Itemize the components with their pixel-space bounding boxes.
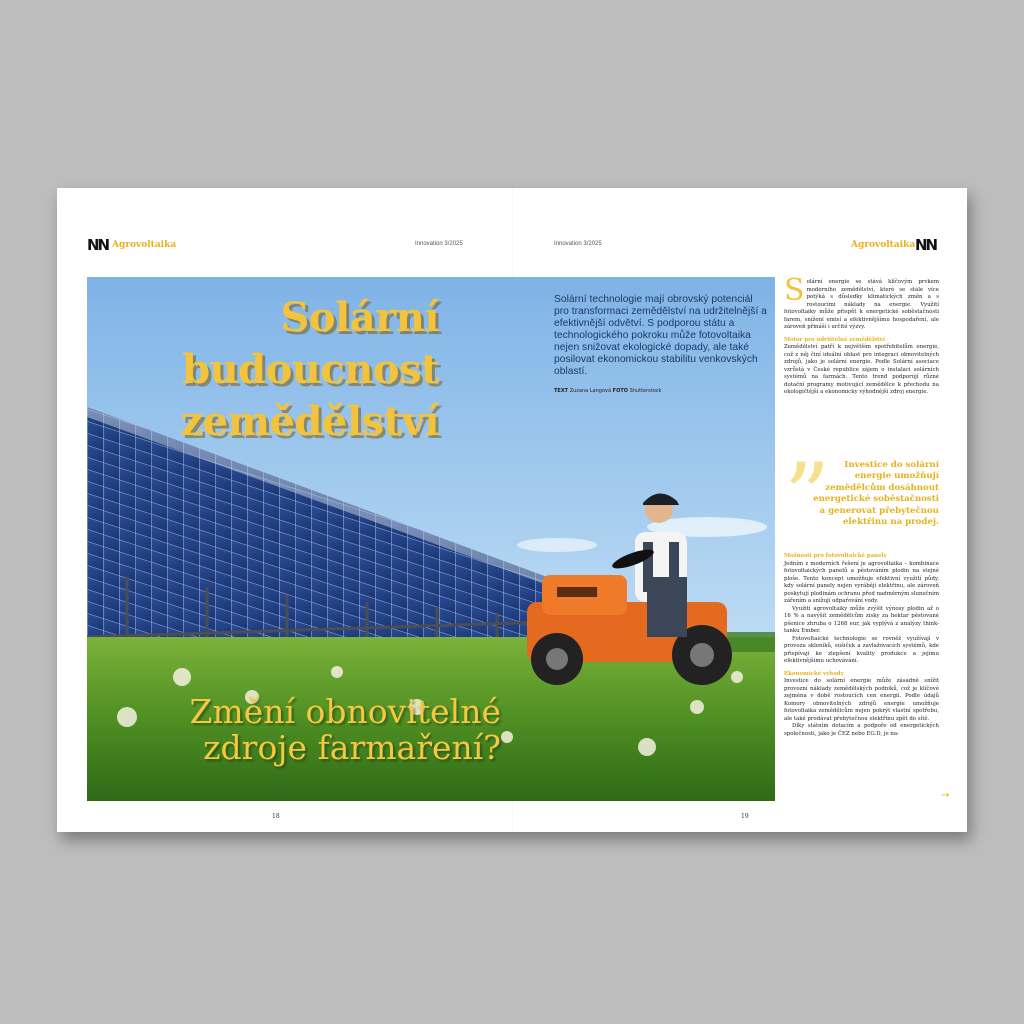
subheading-1: Motor pro udržitelné zemědělství [784,336,885,343]
article-question [87,694,501,766]
credit-photo: Shutterstock [629,388,662,394]
page-number-left: 18 [272,813,280,820]
body-paragraph-6: Investice do solární energie může zásadně snížit provozní náklady zemědělských podniků, což je klíčové zejména v době rostoucích cen energií. Podle údajů Komory obnovitelných zdrojů energie umožňuje fotovoltaika zemědělcům nejen pokrýt vlastní spotřebu, ale také prodávat přebytečnou elektřinu zpět do sítě. [784,678,939,722]
pull-quote-text: Investice do solární energie umožňují zemědělcům dosáhnout energetické soběstačnosti a generovat přebytečnou elektřinu na prodej. [813,460,939,528]
brand-logo-left: NN [87,236,109,254]
pull-quote [784,444,939,549]
article-title [57,292,439,448]
body-paragraph-3: Jedním z moderních řešení je agrovoltaika – kombinace fotovoltaických panelů a pěstováním plodin na stejné ploše. Tento koncept umožňuje efektivní využití půdy, kdy solární panely nejen vyrábějí elektřinu, ale zároveň poskytují plodinám ochranu před nadměrným slunečním zářením a snižují odpařování vody. [784,560,939,604]
quote-mark-icon: ” [784,444,831,549]
body-paragraph-5: Fotovoltaické technologie se rovněž využívají v provozu skleníků, sušiček a zavlažovacích systémů, kde přispívají ke zlepšení kvality produkce a jejímu efektivnějšímu uchovávání. [784,635,939,664]
title-line-1: Solární [280,294,439,341]
article-credits [554,388,661,394]
magazine-spread [57,188,967,832]
section-label-left: Agrovoltaika [112,240,177,250]
issue-label-left: Innovation 3/2025 [415,241,463,247]
credit-author: Zuzana Langová [569,388,612,394]
subheading-2: Možnosti pro fotovoltaické panely [784,553,887,559]
section-label-right: Agrovoltaika [851,240,916,250]
body-paragraph-7: Díky státním dotacím a podpoře od energetických společností, jako je ČEZ nebo EG.D, je na- [784,723,939,737]
title-line-2: budoucnost [182,346,439,393]
subheading-3: Ekonomické výhody [784,670,844,677]
body-column-bottom [784,553,939,738]
question-line-2: zdroje farmaření? [203,728,501,767]
brand-logo-right: NN [915,236,937,254]
body-paragraph-4: Využití agrovoltaiky může zvýšit výnosy plodin až o 16 % a navýšit zemědělcům zisky za hektar pěstované pšenice zhruba o 1268 eur, jak vyplývá z analýzy think-tanku Ember. [784,605,939,634]
question-line-1: Změní obnovitelné [189,692,501,731]
drop-cap: S [784,273,805,308]
credit-photo-label: FOTO [612,388,628,394]
body-column-top [784,273,939,397]
continue-arrow-icon: → [941,790,950,801]
body-paragraph-2: Zemědělství patří k největším spotřebitelům energie, což z něj činí ideální oblast pro integraci obnovitelných zdrojů, jako je solární energie. Podle Solární asociace vzrůstá v České republice zájem o instalaci solárních systémů na farmách. Tento trend podporují různé dotační programy motivující zemědělce k přechodu na ekologičtější a ekonomicky výhodnější zdroj energie. [784,344,939,395]
article-lead: Solární technologie mají obrovský potenciál pro transformaci zemědělství na udržitelnější a efektivnější odvětví. S podporou státu a technologického pokroku může fotovoltaika nejen snižovat ekologické dopady, ale také posilovat ekonomickou stabilitu venkovských oblastí. [554,294,767,377]
body-paragraph-1: olární energie se stává klíčovým prvkem moderního zemědělství, které se stále více potýká s důsledky klimatických změn a s rostoucími náklady na energie. Využití fotovoltaiky může přispět k energetické soběstačnosti farem, snížení emisí a efektivnějšímu hospodaření, ale zároveň přináší i určité výzvy. [784,279,939,330]
credit-text-label: TEXT [554,388,569,394]
page-number-right: 19 [741,813,749,820]
title-line-3: zemědělství [180,398,439,445]
issue-label-right: Innovation 3/2025 [554,241,602,247]
